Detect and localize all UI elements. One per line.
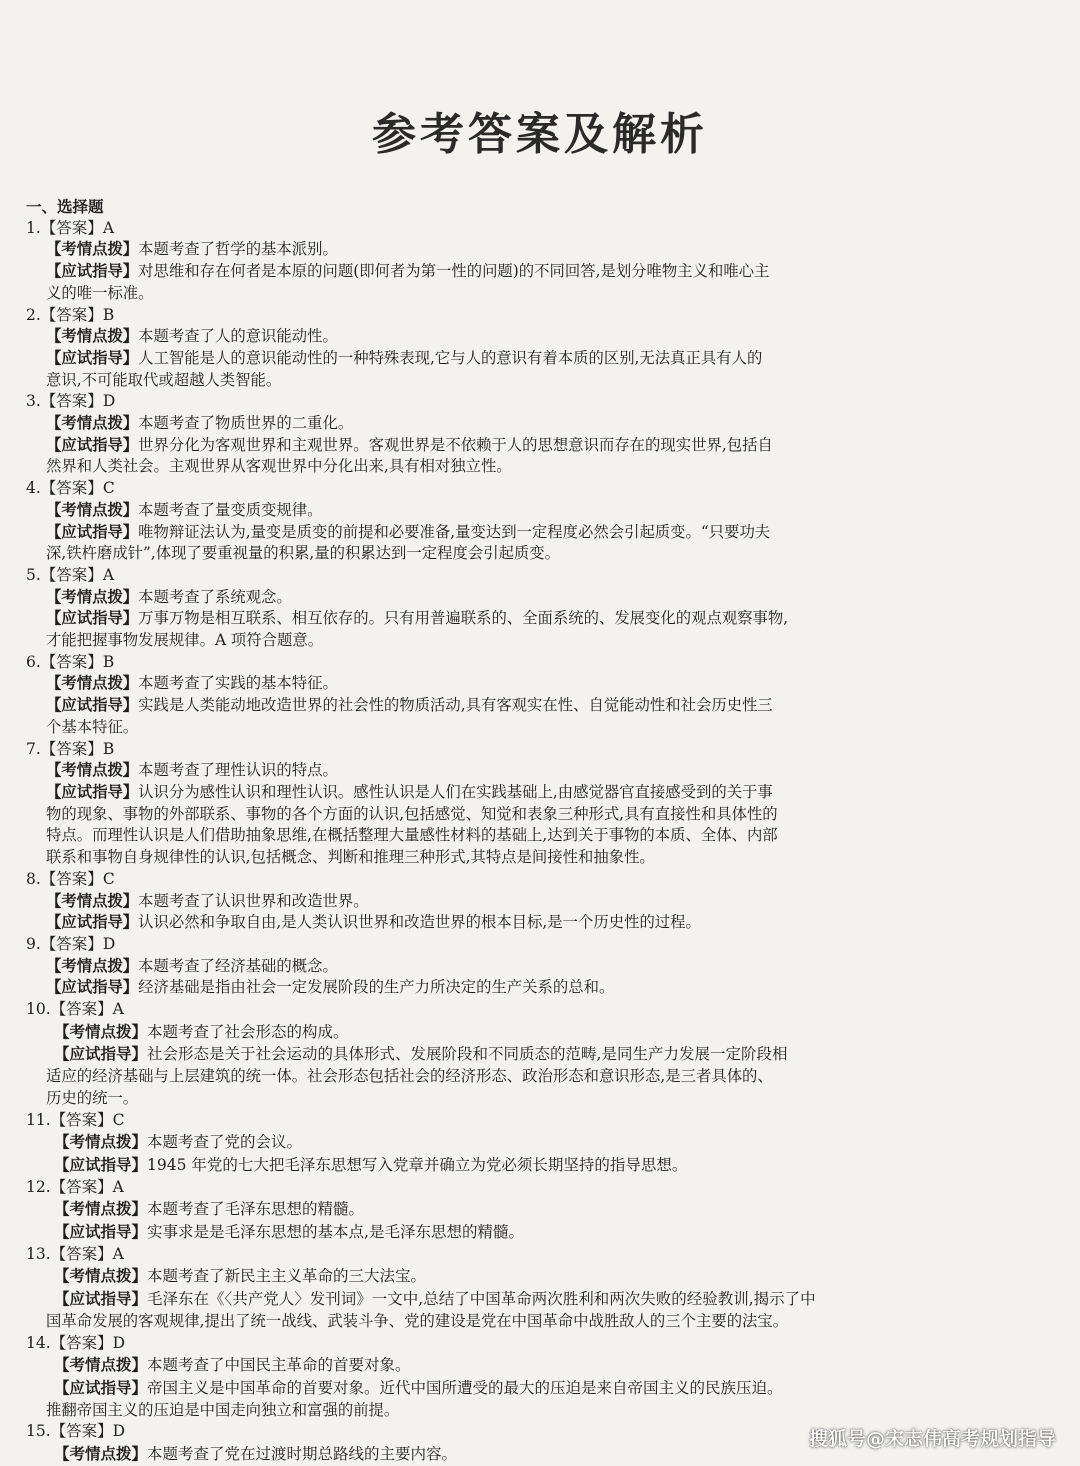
- analysis-label: 【考情点拨】: [54, 1199, 148, 1219]
- guide-text: 人工智能是人的意识能动性的一种特殊表现,它与人的意识有着本质的区别,无法真正具有人的: [138, 348, 763, 367]
- answer-label: 【答案】: [40, 934, 103, 953]
- watermark: 搜狐号@宋志伟高考规划指导: [808, 1428, 1056, 1450]
- analysis-row: [46, 239, 994, 261]
- answer-value: C: [102, 479, 115, 498]
- analysis-label: 【考情点拨】: [46, 240, 139, 259]
- analysis-text: 本题考查了中国民主革命的首要对象。: [147, 1356, 411, 1375]
- guide-label: 【应试指导】: [54, 1154, 148, 1174]
- answer-label: 【答案】: [40, 479, 103, 498]
- explanation-block: [26, 891, 994, 934]
- answer-label: 【答案】: [40, 739, 103, 758]
- guide-text: 实事求是是毛泽东思想的基本点,是毛泽东思想的精髓。: [147, 1223, 524, 1242]
- analysis-row: [54, 1131, 994, 1154]
- guide-label: 【应试指导】: [46, 696, 139, 715]
- answer-row: [26, 218, 994, 240]
- explanation-block: [26, 760, 994, 869]
- answer-value: D: [112, 1422, 126, 1441]
- answer-label: 【答案】: [50, 1244, 113, 1263]
- answer-label: 【答案】: [40, 565, 103, 584]
- guide-row: [54, 1377, 994, 1400]
- analysis-label: 【考情点拨】: [54, 1132, 148, 1152]
- guide-continuation: [46, 804, 994, 826]
- question-number: 11.: [26, 1110, 51, 1129]
- guide-text: 才能把握事物发展规律。A 项符合题意。: [46, 631, 324, 650]
- analysis-text: 本题考查了党在过渡时期总路线的主要内容。: [147, 1445, 458, 1464]
- answer-value: A: [112, 1177, 124, 1196]
- guide-label: 【应试指导】: [46, 782, 139, 801]
- answer-value: C: [112, 1110, 125, 1129]
- analysis-label: 【考情点拨】: [46, 956, 139, 975]
- question-item: [26, 478, 994, 565]
- guide-row: [46, 977, 994, 999]
- section-heading: 一、选择题: [26, 197, 104, 216]
- question-number: 8.: [26, 869, 41, 888]
- analysis-label: 【考情点拨】: [46, 327, 139, 346]
- answer-label: 【答案】: [50, 1110, 113, 1129]
- analysis-row: [54, 1354, 994, 1377]
- analysis-text: 本题考查了党的会议。: [147, 1133, 303, 1152]
- guide-text: 世界分化为客观世界和主观世界。客观世界是不依赖于人的思想意识而存在的现实世界,包括自: [138, 435, 773, 454]
- guide-label: 【应试指导】: [46, 348, 139, 367]
- analysis-row: [46, 956, 994, 978]
- analysis-text: 本题考查了物质世界的二重化。: [138, 414, 354, 433]
- guide-text: 帝国主义是中国革命的首要对象。近代中国所遭受的最大的压迫是来自帝国主义的民族压迫。: [147, 1378, 783, 1397]
- answer-list: [26, 196, 994, 1466]
- answer-value: A: [112, 1000, 124, 1019]
- answer-label: 【答案】: [50, 1177, 113, 1196]
- answer-row: [26, 934, 994, 956]
- question-list: [26, 218, 994, 1466]
- explanation-block: [26, 500, 994, 565]
- answer-value: C: [102, 869, 115, 888]
- question-number: 2.: [26, 305, 41, 324]
- answer-row: [26, 305, 994, 327]
- guide-text: 适应的经济基础与上层建筑的统一体。社会形态包括社会的经济形态、政治形态和意识形态,是三者具体的、: [46, 1067, 773, 1086]
- answer-value: D: [102, 934, 116, 953]
- answer-row: [26, 565, 994, 587]
- question-number: 5.: [26, 565, 41, 584]
- analysis-text: 本题考查了人的意识能动性。: [138, 327, 338, 346]
- question-item: [26, 305, 994, 392]
- answer-value: B: [102, 652, 115, 671]
- analysis-row: [54, 1021, 994, 1044]
- guide-continuation: [46, 1311, 994, 1333]
- answer-row: [26, 999, 994, 1021]
- answer-label: 【答案】: [40, 392, 103, 411]
- guide-text: 国革命发展的客观规律,提出了统一战线、武装斗争、党的建设是党在中国革命中战胜敌人的三个主要的法宝。: [46, 1311, 789, 1330]
- guide-row: [46, 261, 994, 283]
- answer-row: [26, 1110, 994, 1132]
- explanation-block: [26, 1354, 994, 1421]
- guide-continuation: [46, 1088, 994, 1110]
- question-item: [26, 934, 994, 999]
- explanation-block: [26, 587, 994, 652]
- answer-row: [26, 739, 994, 761]
- guide-text: 历史的统一。: [46, 1088, 139, 1107]
- question-item: [26, 565, 994, 652]
- answer-label: 【答案】: [50, 1000, 113, 1019]
- guide-text: 然界和人类社会。主观世界从客观世界中分化出来,具有相对独立性。: [46, 457, 512, 476]
- answer-row: [26, 1244, 994, 1266]
- guide-row: [46, 695, 994, 717]
- question-number: 3.: [26, 392, 41, 411]
- question-number: 14.: [26, 1333, 51, 1352]
- analysis-text: 本题考查了系统观念。: [138, 587, 292, 606]
- answer-value: B: [102, 739, 115, 758]
- guide-text: 意识,不可能取代或超越人类智能。: [46, 370, 282, 389]
- question-item: [26, 1244, 994, 1333]
- guide-label: 【应试指导】: [46, 435, 139, 454]
- answer-row: [26, 652, 994, 674]
- analysis-row: [46, 760, 994, 782]
- question-item: [26, 652, 994, 739]
- analysis-row: [46, 413, 994, 435]
- guide-text: 唯物辩证法认为,量变是质变的前提和必要准备,量变达到一定程度必然会引起质变。“只要功夫: [138, 522, 771, 541]
- answer-value: D: [112, 1333, 126, 1352]
- question-item: [26, 1110, 994, 1177]
- answer-label: 【答案】: [50, 1333, 113, 1352]
- analysis-row: [46, 673, 994, 695]
- answer-row: [26, 391, 994, 413]
- guide-label: 【应试指导】: [54, 1289, 148, 1309]
- guide-continuation: [46, 630, 994, 652]
- guide-continuation: [46, 717, 994, 739]
- guide-row: [46, 522, 994, 544]
- explanation-block: [26, 1131, 994, 1176]
- analysis-label: 【考情点拨】: [54, 1266, 148, 1286]
- question-item: [26, 999, 994, 1110]
- analysis-text: 本题考查了社会形态的构成。: [147, 1022, 349, 1041]
- analysis-text: 本题考查了理性认识的特点。: [138, 761, 338, 780]
- analysis-label: 【考情点拨】: [46, 587, 139, 606]
- question-item: [26, 391, 994, 478]
- analysis-label: 【考情点拨】: [54, 1444, 148, 1464]
- analysis-label: 【考情点拨】: [46, 414, 139, 433]
- explanation-block: [26, 326, 994, 391]
- analysis-label: 【考情点拨】: [54, 1021, 148, 1041]
- answer-row: [26, 478, 994, 500]
- guide-text: 认识分为感性认识和理性认识。感性认识是人们在实践基础上,由感觉器官直接感受到的关于事: [138, 782, 773, 801]
- analysis-label: 【考情点拨】: [54, 1355, 148, 1375]
- guide-row: [54, 1221, 994, 1244]
- guide-text: 社会形态是关于社会运动的具体形式、发展阶段和不同质态的范畴,是同生产力发展一定阶段相: [147, 1045, 788, 1064]
- question-item: [26, 1177, 994, 1244]
- guide-label: 【应试指导】: [46, 609, 139, 628]
- guide-row: [46, 608, 994, 630]
- analysis-text: 本题考查了量变质变规律。: [138, 500, 323, 519]
- guide-label: 【应试指导】: [46, 913, 139, 932]
- question-item: [26, 869, 994, 934]
- answer-value: B: [102, 305, 115, 324]
- analysis-label: 【考情点拨】: [46, 761, 139, 780]
- question-item: [26, 739, 994, 869]
- question-number: 9.: [26, 934, 41, 953]
- analysis-text: 本题考查了毛泽东思想的精髓。: [147, 1200, 365, 1219]
- answer-value: A: [102, 218, 115, 237]
- answer-label: 【答案】: [50, 1422, 113, 1441]
- analysis-row: [54, 1198, 994, 1221]
- guide-label: 【应试指导】: [46, 522, 139, 541]
- analysis-row: [46, 587, 994, 609]
- guide-row: [46, 782, 994, 804]
- question-item: [26, 1333, 994, 1422]
- analysis-text: 本题考查了哲学的基本派别。: [138, 240, 338, 259]
- explanation-block: [26, 673, 994, 738]
- explanation-block: [26, 956, 994, 999]
- analysis-text: 本题考查了新民主主义革命的三大法宝。: [147, 1267, 427, 1286]
- question-number: 10.: [26, 1000, 51, 1019]
- explanation-block: [26, 1265, 994, 1332]
- guide-row: [54, 1043, 994, 1066]
- analysis-row: [46, 326, 994, 348]
- guide-text: 实践是人类能动地改造世界的社会性的物质活动,具有客观实在性、自觉能动性和社会历史性三: [138, 696, 773, 715]
- guide-text: 1945 年党的七大把毛泽东思想写入党章并确立为党必须长期坚持的指导思想。: [147, 1155, 688, 1174]
- guide-row: [46, 435, 994, 457]
- answer-row: [26, 1333, 994, 1355]
- guide-row: [46, 348, 994, 370]
- question-number: 13.: [26, 1244, 51, 1263]
- analysis-label: 【考情点拨】: [46, 500, 139, 519]
- guide-text: 特点。而理性认识是人们借助抽象思维,在概括整理大量感性材料的基础上,达到关于事物的本质、全体、内部: [46, 826, 778, 845]
- guide-continuation: [46, 825, 994, 847]
- explanation-block: [26, 1021, 994, 1110]
- guide-text: 毛泽东在《〈共产党人〉发刊词》一文中,总结了中国革命两次胜利和两次失败的经验教训,揭示了中: [147, 1290, 816, 1309]
- analysis-row: [54, 1265, 994, 1288]
- guide-text: 物的现象、事物的外部联系、事物的各个方面的认识,包括感觉、知觉和表象三种形式,具有直接性和具体性的: [46, 804, 778, 823]
- question-number: 7.: [26, 739, 41, 758]
- guide-text: 经济基础是指由社会一定发展阶段的生产力所决定的生产关系的总和。: [138, 978, 615, 997]
- guide-continuation: [46, 847, 994, 869]
- question-number: 1.: [26, 218, 41, 237]
- answer-value: A: [112, 1244, 124, 1263]
- analysis-text: 本题考查了经济基础的概念。: [138, 956, 338, 975]
- guide-continuation: [46, 456, 994, 478]
- guide-label: 【应试指导】: [46, 262, 139, 281]
- guide-text: 万事万物是相互联系、相互依存的。只有用普遍联系的、全面系统的、发展变化的观点观察事物,: [138, 609, 789, 628]
- question-item: [26, 218, 994, 305]
- guide-label: 【应试指导】: [46, 978, 139, 997]
- question-number: 4.: [26, 479, 41, 498]
- answer-value: D: [102, 392, 116, 411]
- guide-text: 深,铁杵磨成针”,体现了要重视量的积累,量的积累达到一定程度会引起质变。: [46, 544, 561, 563]
- explanation-block: [26, 413, 994, 478]
- guide-text: 推翻帝国主义的压迫是中国走向独立和富强的前提。: [46, 1400, 400, 1419]
- guide-row: [54, 1288, 994, 1311]
- guide-continuation: [46, 543, 994, 565]
- guide-row: [46, 912, 994, 934]
- analysis-text: 本题考查了实践的基本特征。: [138, 674, 338, 693]
- answer-label: 【答案】: [40, 218, 103, 237]
- guide-label: 【应试指导】: [54, 1222, 148, 1242]
- answer-value: A: [102, 565, 115, 584]
- guide-text: 对思维和存在何者是本原的问题(即何者为第一性的问题)的不同回答,是划分唯物主义和唯心主: [138, 262, 770, 281]
- analysis-row: [46, 500, 994, 522]
- guide-continuation: [46, 1066, 994, 1088]
- answer-label: 【答案】: [40, 869, 103, 888]
- analysis-text: 本题考查了认识世界和改造世界。: [138, 891, 369, 910]
- guide-text: 联系和事物自身规律性的认识,包括概念、判断和推理三种形式,其特点是间接性和抽象性。: [46, 848, 655, 867]
- guide-text: 义的唯一标准。: [46, 283, 154, 302]
- explanation-block: [26, 239, 994, 304]
- guide-text: 个基本特征。: [46, 717, 139, 736]
- guide-text: 认识必然和争取自由,是人类认识世界和改造世界的根本目标,是一个历史性的过程。: [138, 913, 701, 932]
- analysis-label: 【考情点拨】: [46, 674, 139, 693]
- answer-row: [26, 869, 994, 891]
- guide-label: 【应试指导】: [54, 1377, 148, 1397]
- answer-label: 【答案】: [40, 305, 103, 324]
- analysis-label: 【考情点拨】: [46, 891, 139, 910]
- guide-row: [54, 1154, 994, 1177]
- page-title: 参考答案及解析: [372, 109, 708, 160]
- question-number: 12.: [26, 1177, 51, 1196]
- guide-continuation: [46, 370, 994, 392]
- guide-continuation: [46, 1400, 994, 1422]
- answer-row: [26, 1177, 994, 1199]
- question-number: 15.: [26, 1422, 51, 1441]
- guide-label: 【应试指导】: [54, 1044, 148, 1064]
- analysis-row: [46, 891, 994, 913]
- guide-continuation: [46, 283, 994, 305]
- answer-label: 【答案】: [40, 652, 103, 671]
- question-number: 6.: [26, 652, 41, 671]
- explanation-block: [26, 1198, 994, 1243]
